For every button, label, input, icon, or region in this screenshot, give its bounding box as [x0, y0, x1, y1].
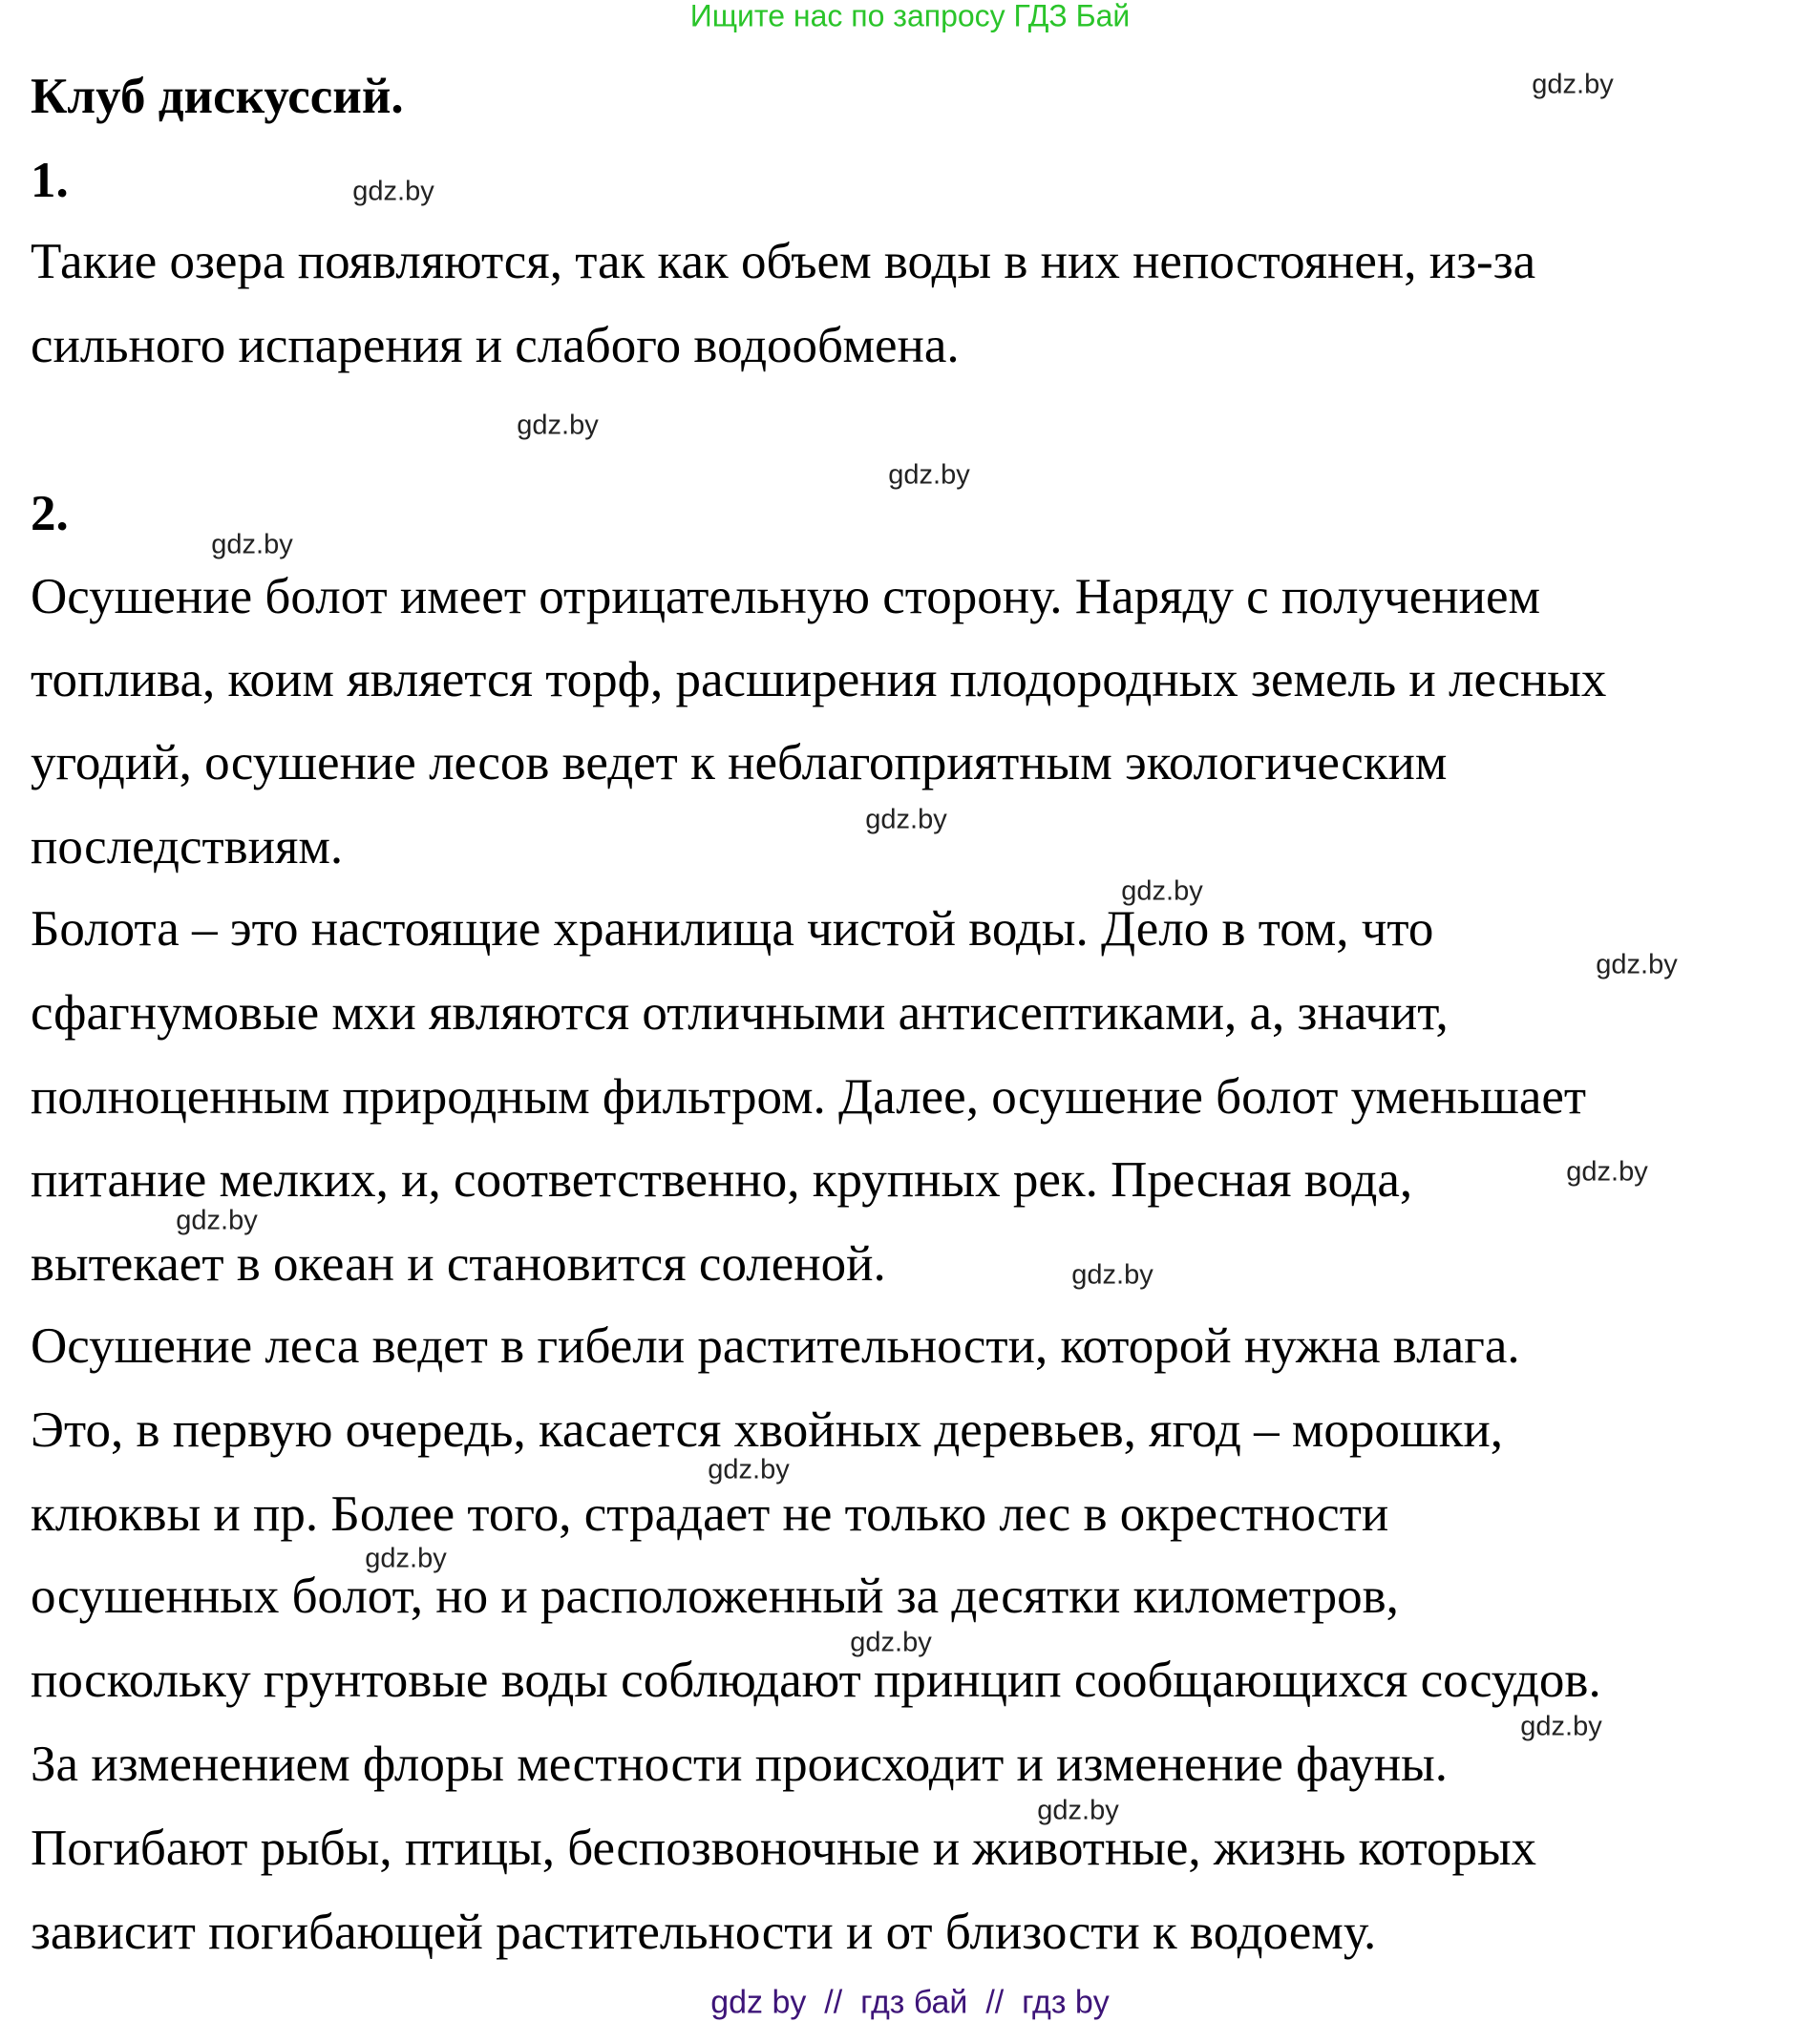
watermark: gdz.by [1566, 1156, 1648, 1188]
answer-2-line: зависит погибающей растительности и от близости к водоему. [31, 1905, 1377, 1960]
watermark: gdz.by [865, 804, 947, 835]
watermark: gdz.by [1121, 875, 1203, 907]
answer-2-line: последствиям. [31, 819, 344, 874]
page-title: Клуб дискуссий. [31, 69, 404, 124]
watermark: gdz.by [517, 410, 599, 441]
answer-2-line: Погибают рыбы, птицы, беспозвоночные и животные, жизнь которых [31, 1821, 1537, 1876]
watermark: gdz.by [211, 529, 293, 560]
answer-2-line: топлива, коим является торф, расширения плодородных земель и лесных [31, 652, 1607, 707]
watermark: gdz.by [1520, 1711, 1602, 1742]
answer-1-line: Такие озера появляются, так как объем воды в них непостоянен, из-за [31, 234, 1536, 289]
answer-2-line: вытекает в океан и становится соленой. [31, 1236, 886, 1292]
answer-2-line: полноценным природным фильтром. Далее, осушение болот уменьшает [31, 1069, 1587, 1125]
answer-2-line: угодий, осушение лесов ведет к неблагоприятным экологическим [31, 735, 1448, 790]
watermark: gdz.by [1071, 1259, 1153, 1291]
answer-2-line: Это, в первую очередь, касается хвойных деревьев, ягод – морошки, [31, 1402, 1504, 1458]
footer-links: gdz by // гдз бай // гдз by [710, 1984, 1110, 2021]
answer-2-line: осушенных болот, но и расположенный за десятки километров, [31, 1569, 1399, 1624]
answer-2-line: За изменением флоры местности происходит и изменение фауны. [31, 1737, 1448, 1792]
section-number-2: 2. [31, 486, 69, 541]
watermark: gdz.by [365, 1543, 447, 1574]
answer-1-line: сильного испарения и слабого водообмена. [31, 318, 960, 373]
answer-2-line: Осушение болот имеет отрицательную сторону. Наряду с получением [31, 569, 1541, 624]
watermark: gdz.by [1037, 1795, 1119, 1826]
watermark: gdz.by [1532, 69, 1614, 100]
answer-2-line: клюквы и пр. Более того, страдает не только лес в окрестности [31, 1486, 1389, 1542]
answer-2-line: Болота – это настоящие хранилища чистой воды. Дело в том, что [31, 901, 1434, 957]
watermark: gdz.by [352, 176, 434, 207]
watermark: gdz.by [888, 459, 970, 491]
answer-2-line: сфагнумовые мхи являются отличными антисептиками, а, значит, [31, 985, 1449, 1041]
watermark: gdz.by [176, 1205, 258, 1236]
answer-2-line: поскольку грунтовые воды соблюдают принцип сообщающихся сосудов. [31, 1653, 1601, 1708]
search-hint-banner: Ищите нас по запросу ГДЗ Бай [689, 0, 1131, 33]
section-number-1: 1. [31, 153, 69, 208]
watermark: gdz.by [1596, 949, 1678, 980]
answer-2-line: Осушение леса ведет в гибели растительности, которой нужна влага. [31, 1318, 1520, 1374]
answer-2-line: питание мелких, и, соответственно, крупных рек. Пресная вода, [31, 1152, 1413, 1208]
watermark: gdz.by [850, 1627, 932, 1658]
watermark: gdz.by [708, 1454, 790, 1485]
